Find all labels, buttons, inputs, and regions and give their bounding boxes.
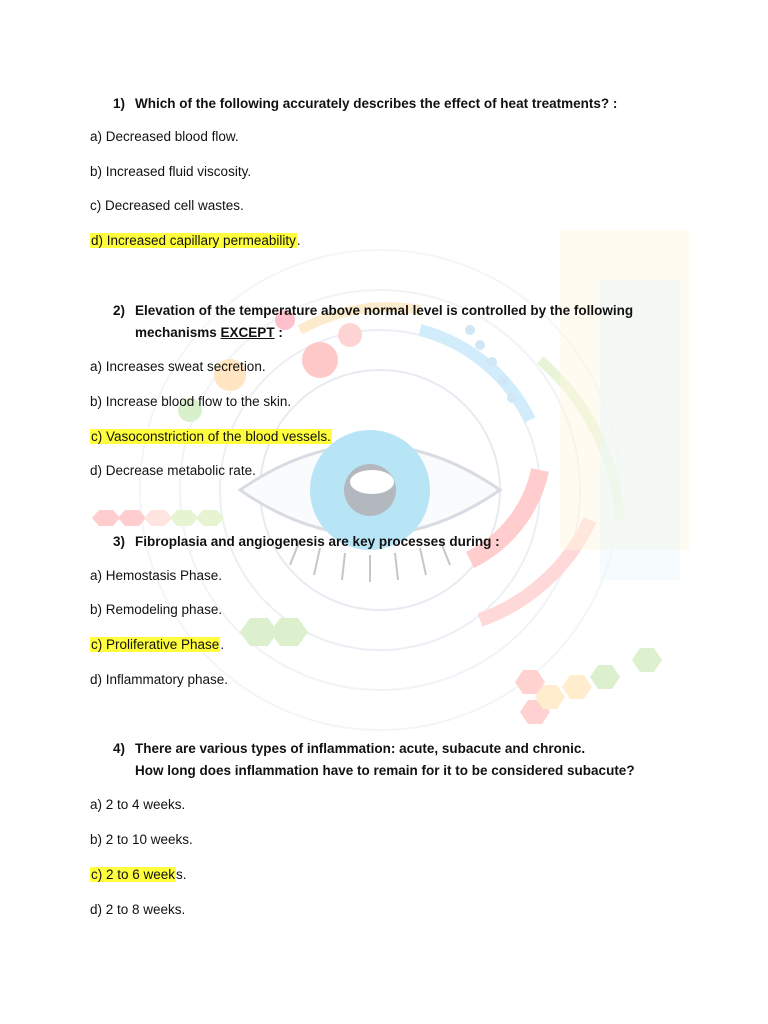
question-text: There are various types of inflammation: acute, subacute and chronic.	[135, 741, 586, 756]
option-1a	[90, 128, 239, 146]
question-number: 3)	[113, 534, 126, 549]
option-text: d) Decrease metabolic rate.	[90, 463, 256, 478]
option-2b	[90, 393, 291, 411]
question-number: 4)	[113, 741, 126, 756]
option-2d	[90, 462, 256, 480]
highlighted-text: d) Increased capillary permeability	[91, 233, 296, 248]
option-1d-correct	[90, 232, 301, 250]
question-text: Which of the following accurately describes the effect of heat treatments? :	[135, 96, 618, 111]
question-text-line2: How long does inflammation have to remain for it to be considered subacute?	[135, 763, 635, 778]
option-4d	[90, 901, 185, 919]
option-text: b) Increase blood flow to the skin.	[90, 394, 292, 409]
option-text: d) Inflammatory phase.	[90, 672, 229, 687]
question-1	[113, 93, 673, 115]
question-number: 2)	[113, 303, 126, 318]
highlighted-text: c) Vasoconstriction of the blood vessels.	[91, 429, 331, 444]
option-text: a) Increases sweat secretion.	[90, 359, 266, 374]
option-3c-correct	[90, 636, 224, 654]
option-text: b) 2 to 10 weeks.	[90, 832, 193, 847]
question-text-part: mechanisms	[135, 325, 221, 340]
option-2a	[90, 358, 266, 376]
question-text: Fibroplasia and angiogenesis are key processes during :	[135, 534, 500, 549]
question-2	[113, 300, 673, 344]
option-text: a) 2 to 4 weeks.	[90, 797, 186, 812]
option-text: d) 2 to 8 weeks.	[90, 902, 186, 917]
option-text: a) Hemostasis Phase.	[90, 568, 223, 583]
question-text-part: :	[274, 325, 283, 340]
option-text: b) Remodeling phase.	[90, 602, 223, 617]
question-number: 1)	[113, 96, 126, 111]
option-4a	[90, 796, 185, 814]
option-text: a) Decreased blood flow.	[90, 129, 239, 144]
except-underlined: EXCEPT	[220, 325, 275, 340]
question-text-line2	[135, 322, 673, 344]
question-4	[113, 738, 673, 782]
option-1b	[90, 163, 251, 181]
option-3b	[90, 601, 222, 619]
option-2c-correct	[90, 428, 332, 446]
option-text: s.	[176, 867, 187, 882]
option-text: .	[296, 233, 301, 248]
option-1c	[90, 197, 244, 215]
option-3d	[90, 671, 228, 689]
question-text: Elevation of the temperature above normal level is controlled by the following	[135, 303, 634, 318]
question-3	[113, 531, 673, 553]
option-text: b) Increased fluid viscosity.	[90, 164, 252, 179]
option-4c-correct	[90, 866, 187, 884]
option-text: c) Decreased cell wastes.	[90, 198, 244, 213]
highlighted-text: c) 2 to 6 week	[91, 867, 176, 882]
option-4b	[90, 831, 193, 849]
highlighted-text: c) Proliferative Phase	[91, 637, 220, 652]
option-text: .	[220, 637, 225, 652]
option-3a	[90, 567, 222, 585]
